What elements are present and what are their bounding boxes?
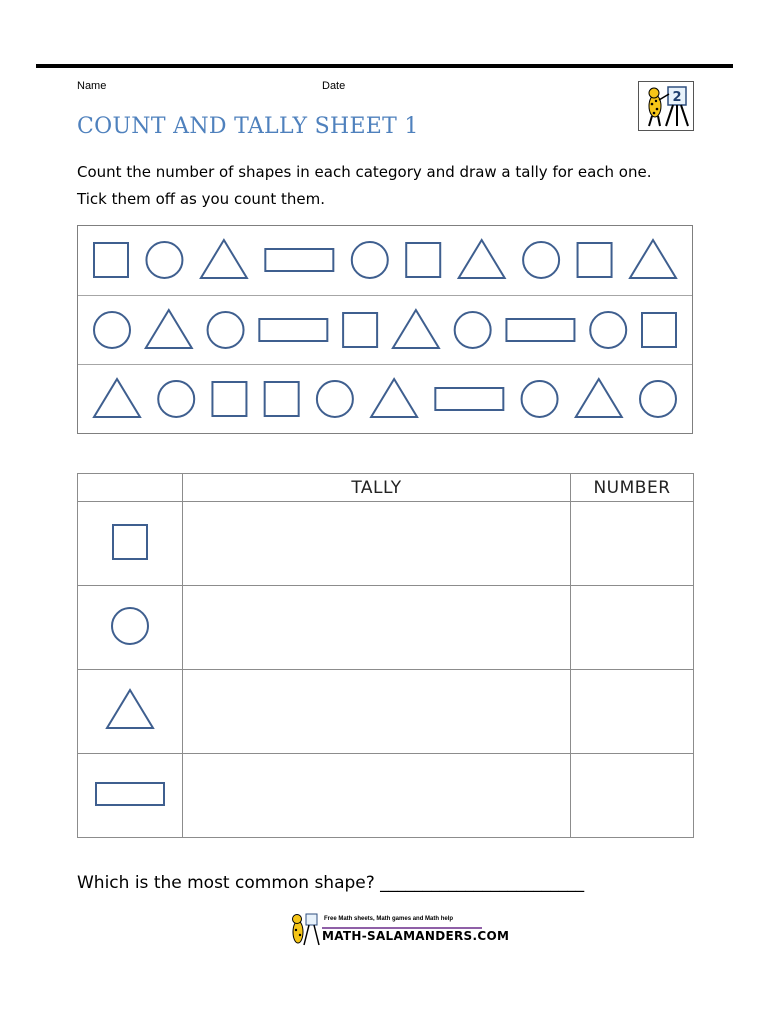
triangle-shape bbox=[576, 379, 622, 417]
top-rule bbox=[36, 64, 733, 68]
square-shape bbox=[578, 243, 612, 277]
circle-icon bbox=[100, 596, 160, 656]
square-shape bbox=[642, 313, 676, 347]
rectangle-shape bbox=[506, 319, 574, 341]
triangle-shape bbox=[393, 310, 439, 348]
shape-row-1-svg bbox=[78, 226, 692, 295]
shape-column-header bbox=[78, 474, 183, 502]
square-shape bbox=[113, 525, 147, 559]
triangle-shape bbox=[94, 379, 140, 417]
instruction-line-1: Count the number of shapes in each category and draw a tally for each one. bbox=[77, 163, 652, 181]
square-shape bbox=[343, 313, 377, 347]
tally-cell-triangle[interactable] bbox=[183, 670, 571, 754]
rectangle-icon bbox=[90, 764, 170, 824]
tally-column-header: TALLY bbox=[183, 474, 571, 502]
triangle-shape bbox=[146, 310, 192, 348]
square-shape bbox=[212, 382, 246, 416]
circle-shape bbox=[523, 242, 559, 278]
triangle-shape bbox=[107, 690, 153, 728]
triangle-shape bbox=[371, 379, 417, 417]
rectangle-shape bbox=[259, 319, 327, 341]
shape-row-1 bbox=[78, 226, 692, 295]
tally-table bbox=[77, 473, 694, 838]
circle-shape bbox=[94, 312, 130, 348]
table-row bbox=[78, 586, 694, 670]
circle-shape bbox=[640, 381, 676, 417]
triangle-icon bbox=[100, 680, 160, 740]
rectangle-shape-cell bbox=[78, 754, 183, 838]
circle-shape bbox=[317, 381, 353, 417]
shapes-panel bbox=[77, 225, 693, 434]
circle-shape bbox=[455, 312, 491, 348]
circle-shape bbox=[590, 312, 626, 348]
triangle-shape bbox=[201, 240, 247, 278]
name-label: Name bbox=[77, 80, 107, 92]
number-cell-rectangle[interactable] bbox=[571, 754, 694, 838]
circle-shape bbox=[208, 312, 244, 348]
tally-cell-square[interactable] bbox=[183, 502, 571, 586]
page-title: COUNT AND TALLY SHEET 1 bbox=[77, 114, 419, 139]
instruction-line-2: Tick them off as you count them. bbox=[77, 190, 326, 208]
question-text: Which is the most common shape? ________________________ bbox=[77, 873, 585, 893]
date-label: Date bbox=[322, 80, 346, 92]
square-shape bbox=[94, 243, 128, 277]
grade-logo bbox=[638, 81, 694, 131]
triangle-shape bbox=[630, 240, 676, 278]
footer-brand: MATH-SALAMANDERS.COM bbox=[322, 929, 510, 943]
circle-shape-cell bbox=[78, 586, 183, 670]
number-cell-circle[interactable] bbox=[571, 586, 694, 670]
square-shape-cell bbox=[78, 502, 183, 586]
salamander-teacher-icon bbox=[639, 82, 693, 130]
rectangle-shape bbox=[96, 783, 164, 805]
tally-cell-circle[interactable] bbox=[183, 586, 571, 670]
circle-shape bbox=[112, 608, 148, 644]
tally-cell-rectangle[interactable] bbox=[183, 754, 571, 838]
rectangle-shape bbox=[435, 388, 503, 410]
shape-row-3 bbox=[78, 364, 692, 434]
circle-shape bbox=[522, 381, 558, 417]
square-icon bbox=[100, 512, 160, 572]
footer-tagline: Free Math sheets, Math games and Math help bbox=[324, 916, 454, 922]
shape-row-2 bbox=[78, 295, 692, 365]
circle-shape bbox=[158, 381, 194, 417]
circle-shape bbox=[352, 242, 388, 278]
number-column-header: NUMBER bbox=[571, 474, 694, 502]
table-row bbox=[78, 754, 694, 838]
footer-logo[interactable] bbox=[286, 910, 510, 950]
circle-shape bbox=[146, 242, 182, 278]
shape-row-2-svg bbox=[78, 296, 692, 365]
table-row bbox=[78, 502, 694, 586]
square-shape bbox=[406, 243, 440, 277]
square-shape bbox=[265, 382, 299, 416]
grade-badge: 2 bbox=[672, 90, 682, 105]
tally-header-row bbox=[78, 474, 694, 502]
triangle-shape-cell bbox=[78, 670, 183, 754]
number-cell-square[interactable] bbox=[571, 502, 694, 586]
triangle-shape bbox=[459, 240, 505, 278]
table-row bbox=[78, 670, 694, 754]
rectangle-shape bbox=[265, 249, 333, 271]
shape-row-3-svg bbox=[78, 365, 692, 434]
number-cell-triangle[interactable] bbox=[571, 670, 694, 754]
math-salamanders-logo-icon bbox=[286, 910, 510, 950]
